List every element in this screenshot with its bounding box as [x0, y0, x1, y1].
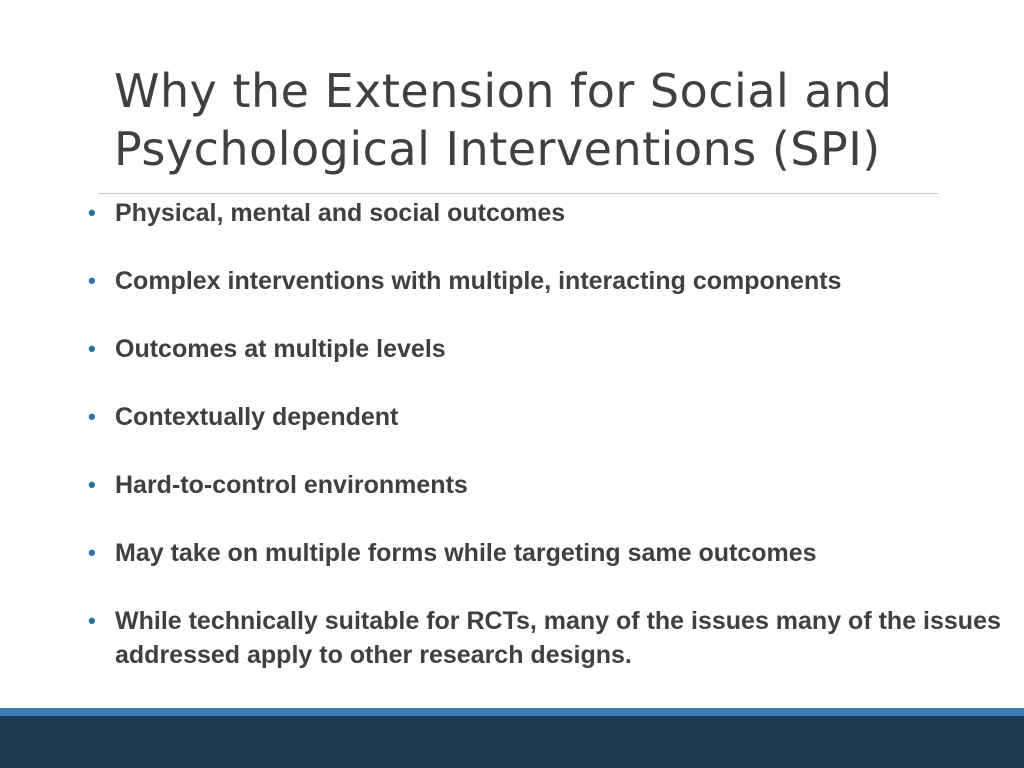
bullet-item: [88, 196, 1008, 230]
bullet-icon: •: [88, 540, 96, 565]
bullet-text: Complex interventions with multiple, interacting components: [115, 267, 842, 295]
title-divider: [98, 193, 938, 194]
bullet-item: [88, 468, 1008, 502]
bullet-icon: •: [88, 472, 96, 497]
bullet-text: May take on multiple forms while targeting same outcomes: [115, 539, 817, 567]
bullet-text: While technically suitable for RCTs, many of the issues many of the issues addressed apply to other research designs.: [115, 607, 1001, 669]
bullet-text: Outcomes at multiple levels: [115, 335, 446, 363]
bullet-icon: •: [88, 268, 96, 293]
bullet-item: [88, 604, 1008, 672]
bullet-item: [88, 536, 1008, 570]
footer-bar: [0, 716, 1024, 768]
slide-title: [114, 62, 994, 178]
footer-accent-stripe: [0, 708, 1024, 716]
bullet-text: Contextually dependent: [115, 403, 399, 431]
bullet-item: [88, 264, 1008, 298]
bullet-text: Physical, mental and social outcomes: [115, 199, 566, 227]
bullet-item: [88, 332, 1008, 366]
bullet-list: [88, 196, 1008, 706]
slide-title-line-1: Why the Extension for Social and: [114, 64, 893, 118]
bullet-icon: •: [88, 404, 96, 429]
bullet-icon: •: [88, 336, 96, 361]
bullet-icon: •: [88, 608, 96, 633]
bullet-item: [88, 400, 1008, 434]
bullet-icon: •: [88, 200, 96, 225]
slide-title-line-2: Psychological Interventions (SPI): [114, 122, 881, 176]
bullet-text: Hard-to-control environments: [115, 471, 468, 499]
